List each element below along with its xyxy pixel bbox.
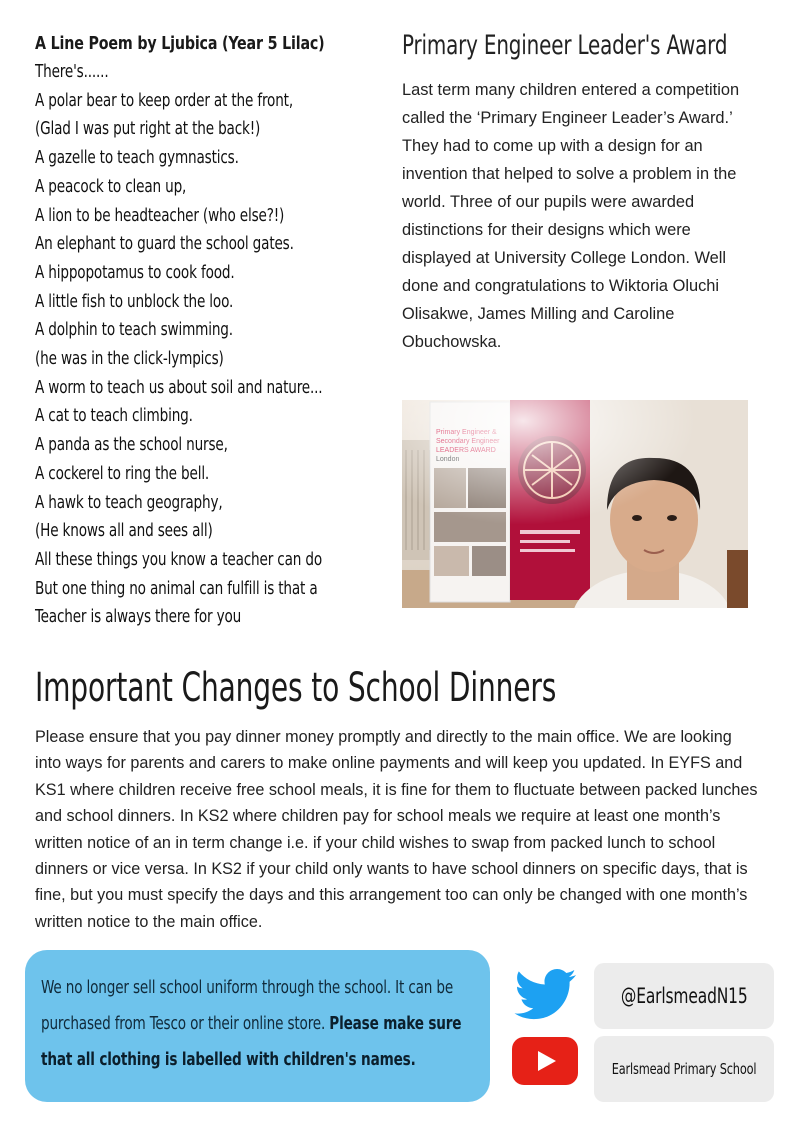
poem-line: A gazelle to teach gymnastics. <box>35 147 239 169</box>
poem-line: All these things you know a teacher can do <box>35 548 323 570</box>
poem-line: An elephant to guard the school gates. <box>35 233 294 255</box>
poem-line: Teacher is always there for you <box>35 606 242 628</box>
poem-lines <box>35 58 365 632</box>
twitter-bird-icon[interactable] <box>514 968 578 1022</box>
award-photo <box>402 400 748 608</box>
poem-line: A polar bear to keep order at the front, <box>35 89 293 111</box>
poem-line: A worm to teach us about soil and nature... <box>35 376 323 398</box>
uniform-notice-text <box>41 970 478 1078</box>
poem-line: A cockerel to ring the bell. <box>35 462 210 484</box>
poem-line: (he was in the click-lympics) <box>35 348 224 370</box>
poem-line: A peacock to clean up, <box>35 175 187 197</box>
youtube-play-icon[interactable] <box>512 1037 578 1085</box>
uniform-notice-plain: We no longer sell school uniform through the school. It can be purchased from Tesco or their online store. <box>41 977 454 1034</box>
twitter-handle: @EarlsmeadN15 <box>620 984 748 1008</box>
poem-line: (He knows all and sees all) <box>35 520 213 542</box>
poem-line: A hawk to teach geography, <box>35 491 223 513</box>
poem-line: A hippopotamus to cook food. <box>35 261 235 283</box>
poem-line: A panda as the school nurse, <box>35 434 228 456</box>
poem-line: (Glad I was put right at the back!) <box>35 118 261 140</box>
poem-title: A Line Poem by Ljubica (Year 5 Lilac) <box>35 33 325 54</box>
dinners-title: Important Changes to School Dinners <box>35 665 557 711</box>
award-title: Primary Engineer Leader's Award <box>402 30 728 61</box>
youtube-channel-name: Earlsmead Primary School <box>611 1060 757 1078</box>
twitter-handle-pill[interactable] <box>594 963 774 1029</box>
poem-line: There's...... <box>35 61 109 82</box>
award-body: Last term many children entered a competition called the ‘Primary Engineer Leader’s Award.’ They had to come up with a design for an invention that helped to solve a problem in the world. Three of our pupils were awarded distinctions for their designs which were displayed at University College London. Well done and congratulations to Wiktoria Oluchi Olisakwe, James Milling and Caroline Obuchowska. <box>402 81 740 351</box>
award-section <box>402 28 757 356</box>
poem-section <box>35 30 365 632</box>
award-photo-illustration <box>402 400 748 608</box>
poem-line: A lion to be headteacher (who else?!) <box>35 204 285 226</box>
dinners-body: Please ensure that you pay dinner money promptly and directly to the main office. We are looking into ways for parents and carers to make online payments and will keep you updated. In EYFS and KS1 where children receive free school meals, it is fine for them to fluctuate between packed lunches and school dinners. In KS2 where children pay for school meals we require at least one month’s written notice of an in term change i.e. if your child wishes to swap from packed lunch to school dinners or vice versa. In KS2 if your child only wants to have school dinners on specific days, that is fine, but you must specify the days and this arrangement too can only be changed with one month’s written notice to the main office. <box>35 728 758 931</box>
poem-line: A cat to teach climbing. <box>35 405 193 427</box>
uniform-notice-bold: Please make sure that all clothing is labelled with children's names. <box>41 1013 462 1070</box>
uniform-notice-box <box>25 950 490 1102</box>
poem-line: But one thing no animal can fulfill is that a <box>35 577 318 599</box>
youtube-channel-pill[interactable] <box>594 1036 774 1102</box>
poem-line: A little fish to unblock the loo. <box>35 290 234 312</box>
poem-line: A dolphin to teach swimming. <box>35 319 233 341</box>
